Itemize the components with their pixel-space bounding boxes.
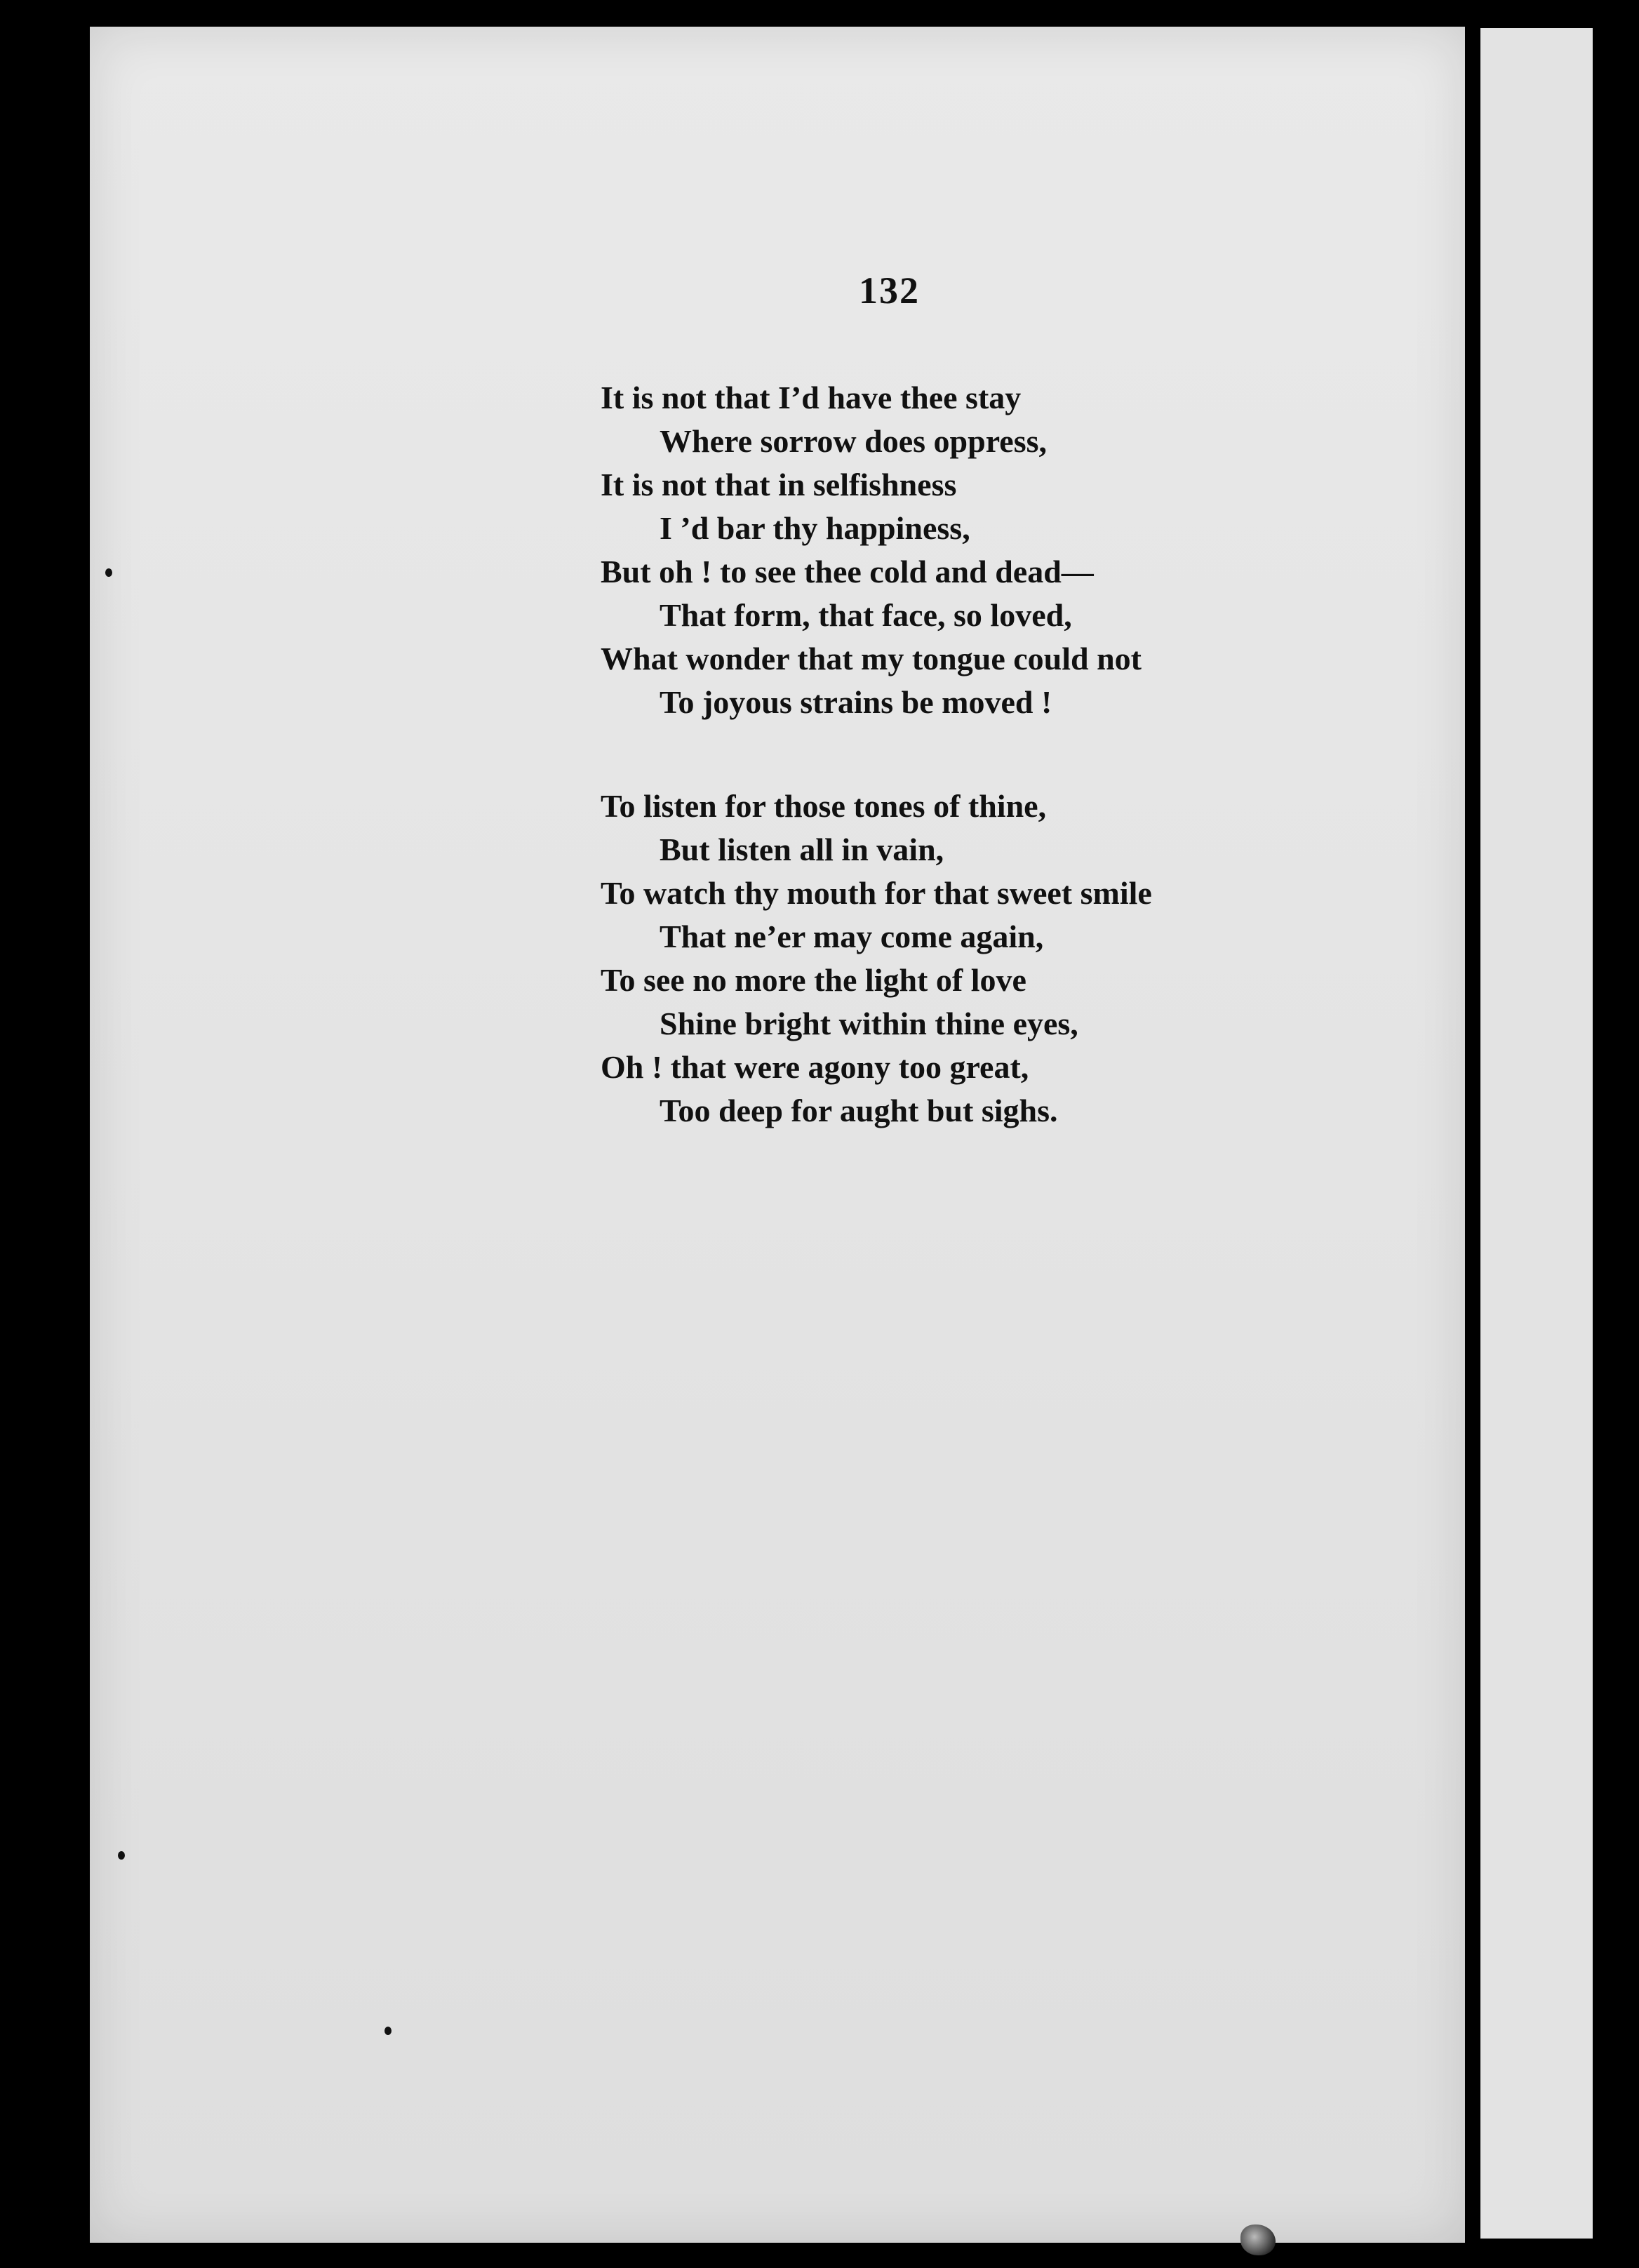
facing-page-edge <box>1480 28 1593 2239</box>
poem-line: What wonder that my tongue could not <box>601 641 1142 676</box>
poem-line: That ne’er may come again, <box>660 919 1044 954</box>
ink-speck <box>105 568 112 577</box>
poem-line: Shine bright within thine eyes, <box>660 1006 1078 1041</box>
library-stamp-mark <box>1240 2224 1276 2255</box>
poem-line: But oh ! to see thee cold and dead— <box>601 554 1094 589</box>
poem-stanza-1 <box>601 376 1142 724</box>
poem-line: To listen for those tones of thine, <box>601 788 1047 824</box>
poem-line: It is not that I’d have thee stay <box>601 380 1022 415</box>
poem-line: It is not that in selfishness <box>601 467 957 502</box>
poem-stanza-2 <box>601 785 1152 1133</box>
page-gutter <box>1465 0 1480 2268</box>
page-number: 132 <box>859 269 920 312</box>
poem-line: To joyous strains be moved ! <box>660 684 1052 720</box>
book-page <box>90 27 1466 2243</box>
ink-speck <box>118 1851 125 1860</box>
poem-line: That form, that face, so loved, <box>660 597 1072 633</box>
poem-line: I ’d bar thy happiness, <box>660 510 970 546</box>
ink-speck <box>384 2027 392 2035</box>
poem-line: But listen all in vain, <box>660 832 944 867</box>
poem-line: To watch thy mouth for that sweet smile <box>601 875 1152 911</box>
poem-line: Oh ! that were agony too great, <box>601 1049 1029 1085</box>
poem-line: To see no more the light of love <box>601 962 1026 998</box>
page-edge-shadow <box>90 27 1466 2243</box>
poem-line: Too deep for aught but sighs. <box>660 1093 1058 1128</box>
poem-line: Where sorrow does oppress, <box>660 423 1047 459</box>
